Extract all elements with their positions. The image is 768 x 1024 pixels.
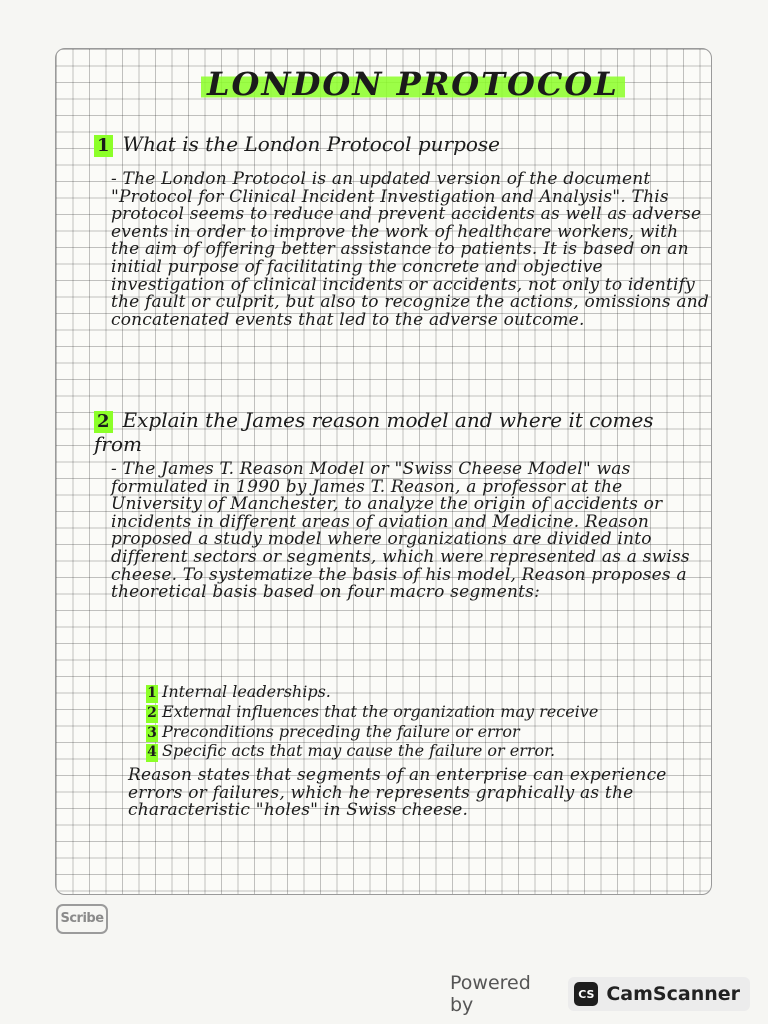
page-title: LONDON PROTOCOL [201, 65, 625, 103]
answer-2: - The James T. Reason Model or "Swiss Cheese Model" was formulated in 1990 by James T. Reason, a professor at the University of Manchester, to analyze the origin of accidents or incidents in different areas of aviation and Medicine. Reason proposed a study model where organizations are divided into different sectors or segments, which were represented as a swiss cheese. To systematize the basis of his model, Reason proposes a theoretical basis based on four macro segments: [111, 459, 690, 603]
list-item: 1 Internal leaderships. [147, 682, 331, 701]
camscanner-icon: CS [574, 982, 598, 1006]
powered-by-label: Powered by [450, 972, 531, 1016]
camscanner-watermark [450, 974, 750, 1014]
question-1-number: 1 [94, 135, 113, 157]
question-2-text: Explain the James reason model and where it comes from [94, 408, 654, 456]
notebook-page [55, 48, 712, 895]
question-1-text: What is the London Protocol purpose [122, 132, 501, 156]
question-2-number: 2 [94, 411, 113, 433]
list-item: 2 External influences that the organization may receive [147, 701, 599, 721]
list-item: 3 Preconditions preceding the failure or error [147, 721, 520, 741]
camscanner-name: CamScanner [606, 983, 740, 1005]
question-1 [94, 133, 674, 157]
macro-segments-list [146, 683, 706, 762]
closing-paragraph: Reason states that segments of an enterprise can experience errors or failures, which he represents graphically as the characteristic "holes" in Swiss cheese. [128, 765, 667, 821]
scribe-logo: Scribe [56, 904, 108, 934]
question-2 [94, 409, 674, 455]
answer-1: - The London Protocol is an updated version of the document "Protocol for Clinical Incident Investigation and Analysis". This protocol seems to reduce and prevent accidents as well as adverse events in order to improve the work of healthcare workers, with the aim of offering better assistance to patients. It is based on an initial purpose of facilitating the concrete and objective investigation of clinical incidents or accidents, not only to identify the fault or culprit, but also to recognize the actions, omissions and concatenated events that led to the adverse outcome. [111, 169, 709, 330]
list-item: 4 Specific acts that may cause the failure or error. [147, 741, 556, 761]
camscanner-badge [568, 977, 750, 1011]
